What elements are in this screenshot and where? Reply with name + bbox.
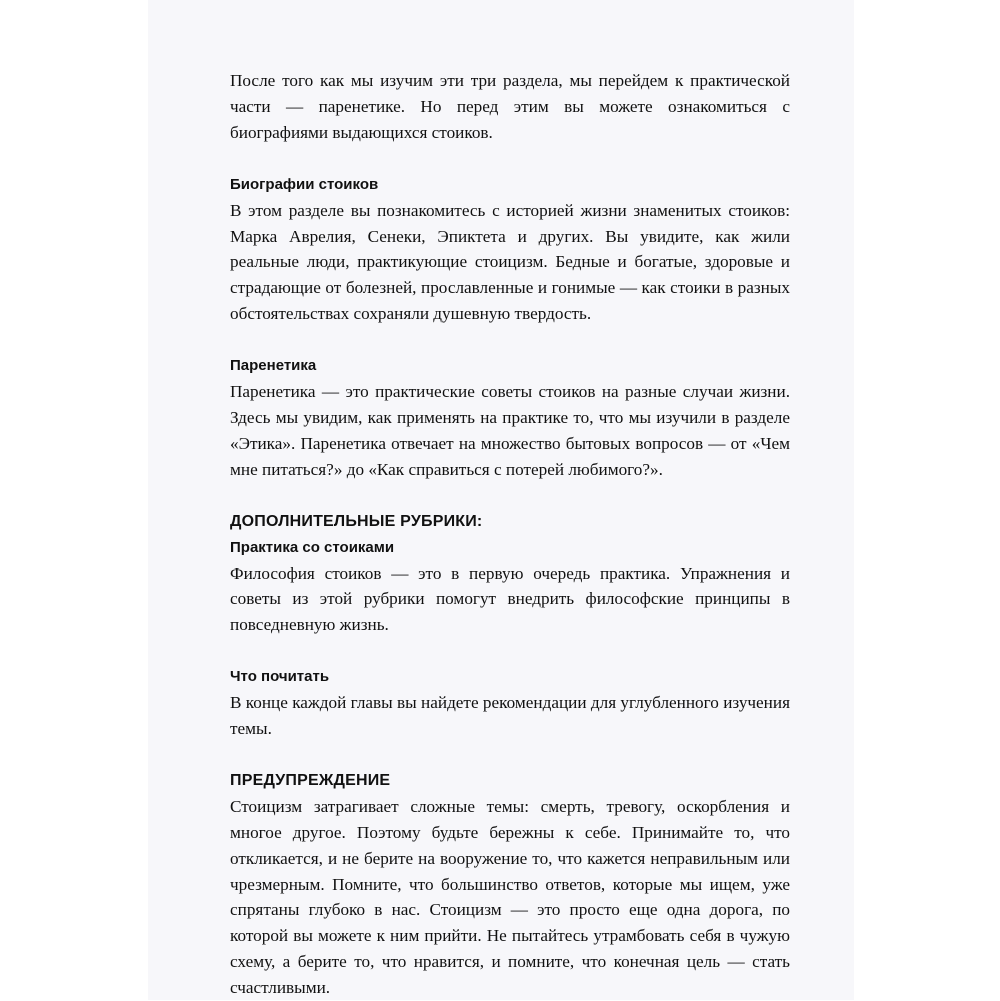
spacer <box>230 742 790 768</box>
warning-paragraph: Стоицизм затрагивает сложные темы: смерть, тревогу, оскорбления и многое другое. Поэтому будьте бережны к себе. Принимайте то, что откликается, и не берите на вооружение то, что кажется неправильным или чрезмерным. Помните, что большинство ответов, которые мы ищем, уже спрятаны глубоко в нас. Стоицизм — это просто еще одна дорога, по которой вы можете к ним прийти. Не пытайтесь утрамбовать себя в чужую схему, а берите то, что нравится, и помните, что конечная цель — стать счастливыми. <box>230 796 790 998</box>
practice-paragraph: Философия стоиков — это в первую очередь практика. Упражнения и советы из этой рубрики помогут внедрить философские принципы в повседневную жизнь. <box>230 563 790 635</box>
parenetics-heading: Паренетика <box>230 357 317 375</box>
intro-paragraph: После того как мы изучим эти три раздела, мы перейдем к практической части — паренетике. Но перед этим вы можете ознакомиться с биографиями выдающихся стоиков. <box>230 71 790 142</box>
parenetics-paragraph: Паренетика — это практические советы стоиков на разные случаи жизни. Здесь мы увидим, как применять на практике то, что мы изучили в разделе «Этика». Паренетика отвечает на множество бытовых вопросов — от «Чем мне питаться?» до «Как справиться с потерей любимого?». <box>230 382 790 479</box>
page-content <box>230 68 790 1001</box>
spacer <box>230 638 790 664</box>
biographies-heading: Биографии стоиков <box>230 175 379 193</box>
book-page <box>148 0 854 1000</box>
additional-rubrics-heading: ДОПОЛНИТЕЛЬНЫЕ РУБРИКИ: <box>230 512 483 530</box>
spacer <box>230 146 790 172</box>
reading-heading: Что почитать <box>230 668 330 686</box>
reading-paragraph: В конце каждой главы вы найдете рекомендации для углубленного изучения темы. <box>230 693 790 739</box>
biographies-paragraph: В этом разделе вы познакомитесь с историей жизни знаменитых стоиков: Марка Аврелия, Сенеки, Эпиктета и других. Вы увидите, как жили реальные люди, практикующие стоицизм. Бедные и богатые, здоровые и страдающие от болезней, прославленные и гонимые — как стоики в разных обстоятельствах сохраняли душевную твердость. <box>230 200 790 324</box>
warning-heading: ПРЕДУПРЕЖДЕНИЕ <box>230 771 391 789</box>
spacer <box>230 327 790 353</box>
spacer <box>230 483 790 509</box>
practice-heading: Практика со стоиками <box>230 538 395 556</box>
